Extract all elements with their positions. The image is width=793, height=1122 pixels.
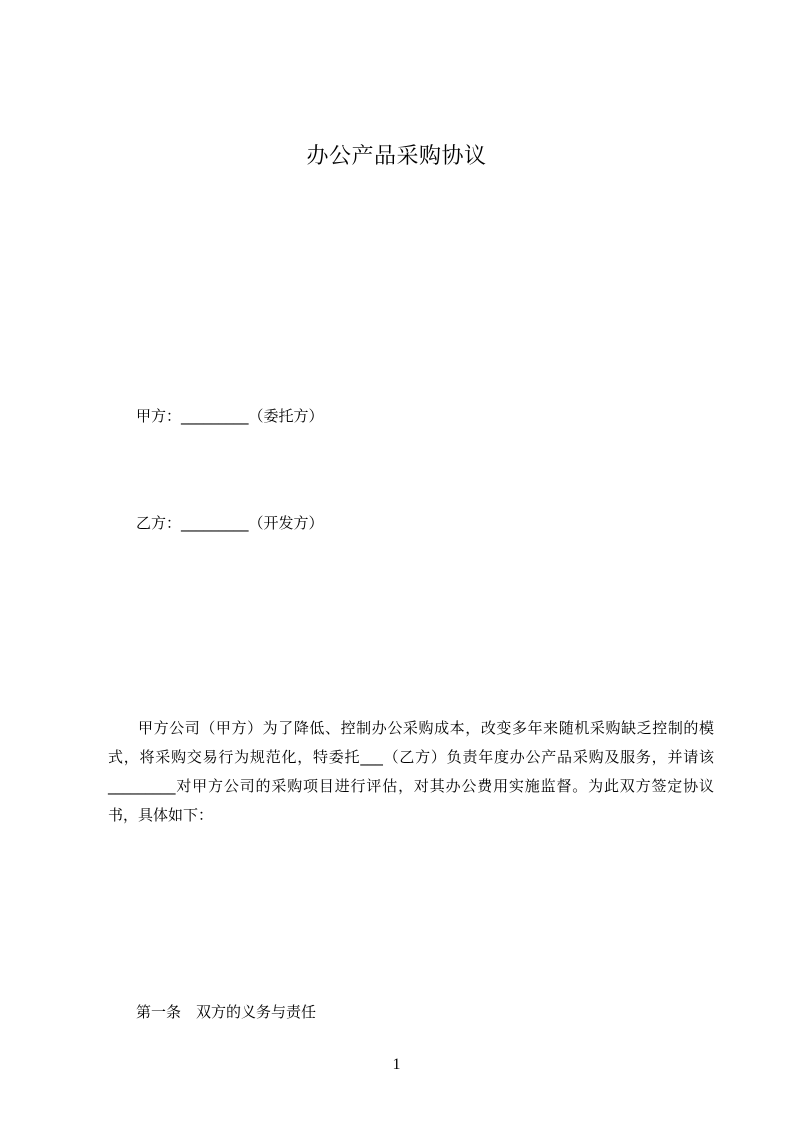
party-b-line: 乙方：_________（开发方）	[136, 514, 324, 532]
document-title: 办公产品采购协议	[306, 144, 487, 169]
article-1-heading: 第一条 双方的义务与责任	[136, 1003, 317, 1021]
party-a-line: 甲方：_________（委托方）	[136, 407, 324, 425]
page-number: 1	[392, 1056, 401, 1073]
intro-paragraph: 甲方公司（甲方）为了降低、控制办公采购成本，改变多年来随机采购缺乏控制的模式，将采购交易行为规范化，特委托___（乙方）负责年度办公产品采购及服务，并请该_________对甲方公司的采购项目进行评估，对其办公费用实施监督。为此双方签定协议书，具体如下：	[108, 719, 714, 824]
